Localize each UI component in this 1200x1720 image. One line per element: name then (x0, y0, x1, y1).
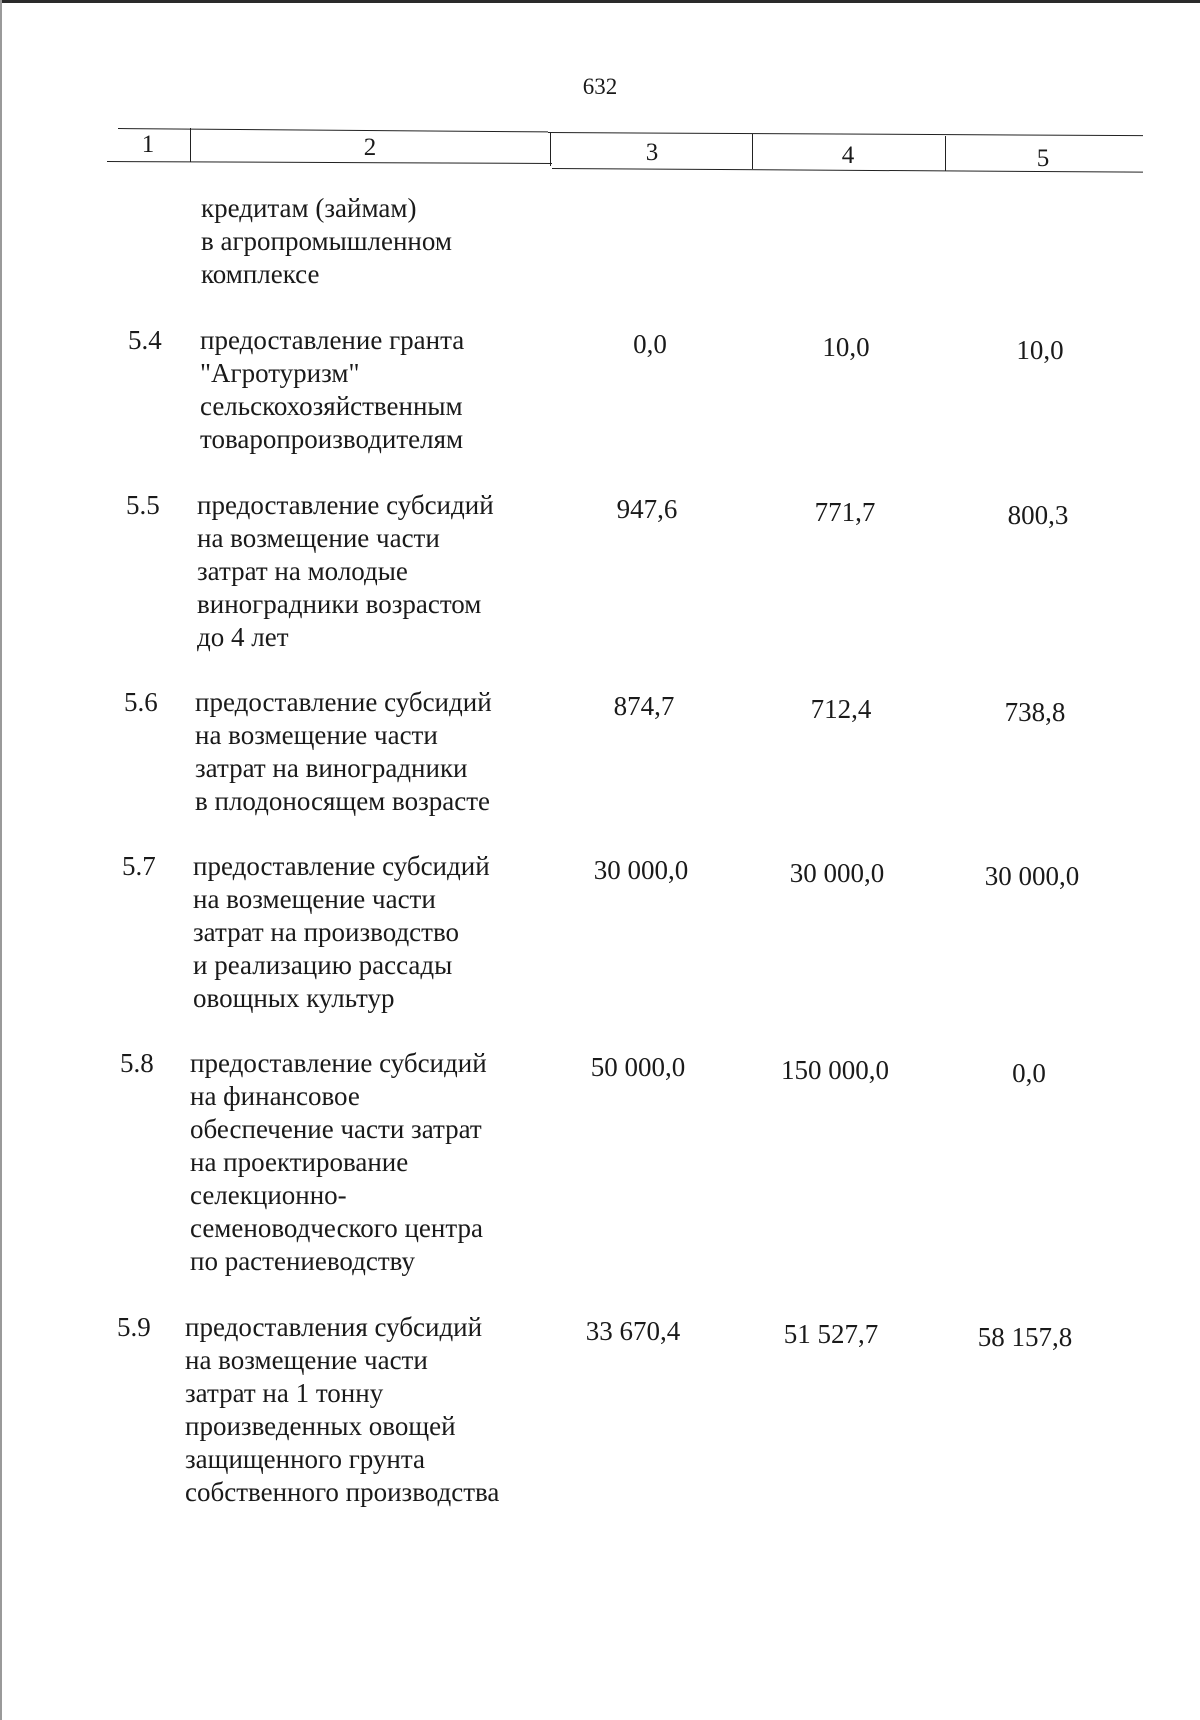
header-divider-2 (550, 132, 551, 166)
header-col-3: 3 (645, 139, 659, 166)
row-value-col4: 712,4 (810, 694, 872, 724)
row-value-col4: 10,0 (822, 332, 870, 362)
row-value-col3: 50 000,0 (590, 1052, 686, 1082)
row-value-col3: 33 670,4 (585, 1316, 681, 1346)
row-value-col3: 947,6 (616, 494, 678, 524)
scan-edge-left (0, 0, 2, 1720)
row-value-col4: 150 000,0 (781, 1055, 889, 1085)
header-divider-4 (945, 136, 946, 171)
page-number: 632 (582, 74, 618, 99)
row-value-col5: 738,8 (1004, 697, 1066, 727)
row-description: предоставление гранта "Агротуризм" сельскохозяйственным товаропроизводителям (200, 325, 465, 454)
row-value-col4: 51 527,7 (783, 1319, 879, 1349)
row-value-col4: 30 000,0 (789, 858, 885, 888)
header-top-rule-right (548, 132, 1143, 136)
row-value-col3: 874,7 (613, 691, 675, 721)
row-value-col3: 0,0 (633, 329, 667, 359)
row-number: 5.8 (120, 1048, 154, 1078)
row-description: предоставления субсидий на возмещение части затрат на 1 тонну произведенных овощей защищенного грунта собственного производства (185, 1312, 500, 1507)
row-number: 5.6 (124, 687, 158, 717)
header-col-4: 4 (841, 142, 855, 169)
row-value-col5: 30 000,0 (984, 861, 1080, 891)
header-divider-3 (752, 134, 753, 169)
header-col-1: 1 (141, 131, 155, 158)
row-number: 5.9 (117, 1312, 151, 1342)
row-value-col3: 30 000,0 (593, 855, 689, 885)
row-value-col5: 10,0 (1016, 335, 1064, 365)
table-header (0, 0, 1200, 200)
row-value-col5: 58 157,8 (977, 1322, 1073, 1352)
row-description: предоставление субсидий на возмещение части затрат на молодые виноградники возрастом до 4 лет (197, 490, 494, 652)
row-value-col4: 771,7 (814, 497, 876, 527)
row-number: 5.7 (122, 851, 156, 881)
row-description: предоставление субсидий на финансовое обеспечение части затрат на проектирование селекционно- семеноводческого центра по растениеводству (190, 1048, 487, 1276)
row-number: 5.4 (128, 325, 162, 355)
header-bottom-rule-left (107, 161, 552, 164)
row-description: предоставление субсидий на возмещение части затрат на производство и реализацию рассады овощных культур (193, 851, 490, 1013)
row-number: 5.5 (126, 490, 160, 520)
header-col-5: 5 (1036, 145, 1050, 172)
header-col-2: 2 (363, 134, 377, 161)
row-description: кредитам (займам) в агропромышленном комплексе (201, 193, 452, 289)
row-description: предоставление субсидий на возмещение части затрат на виноградники в плодоносящем возрасте (195, 687, 492, 816)
row-value-col5: 0,0 (1012, 1058, 1046, 1088)
header-divider-1 (190, 128, 191, 162)
header-top-rule-left (118, 128, 548, 132)
row-value-col5: 800,3 (1007, 500, 1069, 530)
